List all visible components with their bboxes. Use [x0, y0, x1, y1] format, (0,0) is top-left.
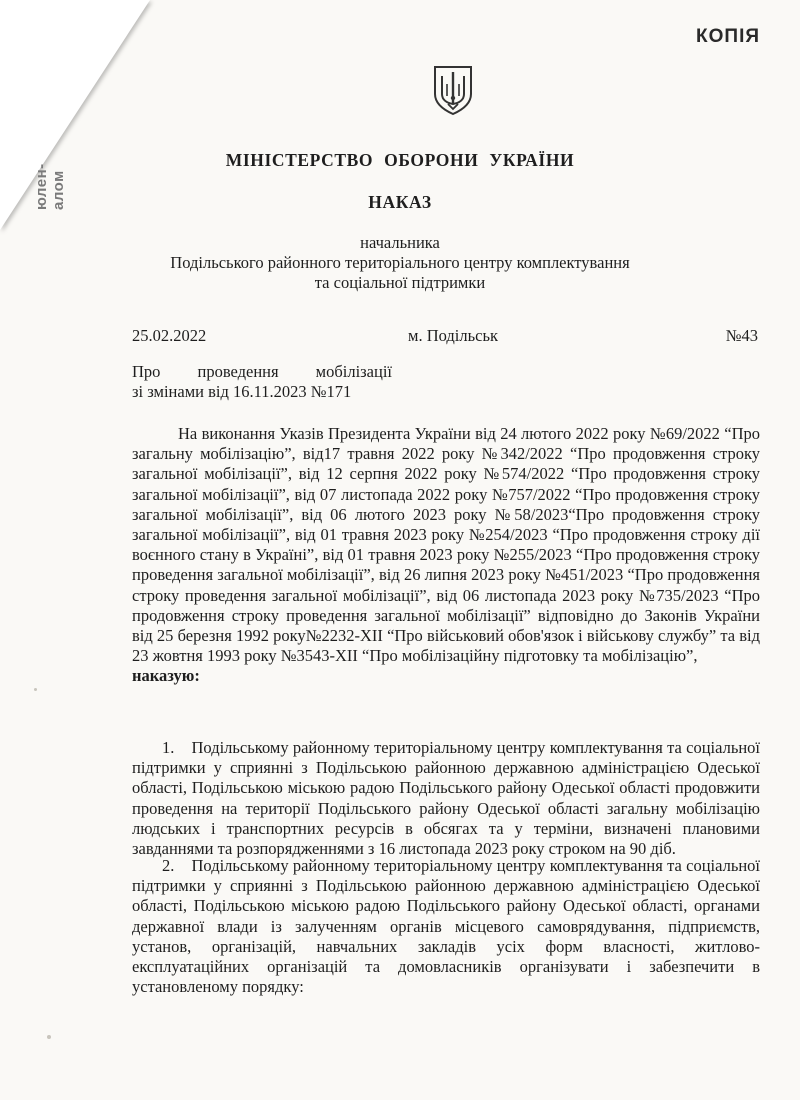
order-word: наказую: — [132, 666, 200, 686]
order-item-2 — [132, 856, 760, 997]
preamble-paragraph — [132, 424, 760, 687]
order-number: №43 — [725, 326, 758, 345]
issuer-line: Подільського районного територіального центру комплектування — [170, 253, 630, 272]
scan-speck — [34, 688, 37, 691]
scan-speck — [47, 1035, 51, 1039]
subject-line: зі змінами від 16.11.2023 №171 — [132, 382, 352, 401]
item-number: 1. — [162, 738, 175, 757]
issuer-line: та соціальної підтримки — [314, 273, 486, 292]
issuer-block — [0, 233, 800, 293]
issuer-line: начальника — [360, 233, 440, 252]
order-title: НАКАЗ — [368, 192, 432, 212]
subject-line: Про проведення мобілізації — [132, 362, 392, 381]
ministry-name: МІНІСТЕРСТВО ОБОРОНИ УКРАЇНИ — [225, 150, 575, 170]
order-date: 25.02.2022 — [132, 326, 207, 345]
item-number: 2. — [162, 856, 175, 875]
preamble-text: На виконання Указів Президента України від 24 лютого 2022 року №69/2022 “Про загальну мобілізацію”, від17 травня 2022 року №342/2022 “Про продовження строку загальної мобілізації”, від 12 серпня 2022 року №574/2022 “Про продовження строку загальної мобілізації”, від 07 листопада 2022 року №757/2022 “Про продовження строку загальної мобілізації”, від 06 лютого 2023 року №58/2023“Про продовження строку загальної мобілізації”, від 01 травня 2023 року №254/2023 “Про продовження строку дії воєнного стану в Україні”, від 01 травня 2023 року №255/2023 “Про продовження строку проведення загальної мобілізації”, від 26 липня 2023 року №451/2023 “Про продовження строку проведення загальної мобілізації”, від 06 листопада 2023 року №735/2023 “Про продовження строку проведення загальної мобілізації” відповідно до Законів України від 25 березня 1992 року№2232-XII “Про військовий обов'язок і військову службу” та від 23 жовтня 1993 року №3543-XII “Про мобілізаційну підготовку та мобілізацію”, — [132, 424, 760, 666]
corner-stamp-text: юленалом — [33, 163, 67, 210]
item-text: Подільському районному територіальному центру комплектування та соціальної підтримки у сприянні з Подільською районною державною адміністрацією Одеської області, Подільською міською радою Подільського району Одеської області, органами державної влади із залученням органів місцевого самоврядування, підприємств, установ, організацій, навчальних закладів усіх форм власності, житлово-експлуатаційних організацій та домовласників організувати і забезпечити в установленому порядку: — [132, 856, 761, 997]
item-text: Подільському районному територіальному центру комплектування та соціальної підтримки у сприянні з Подільською районною державною адміністрацією Одеської області, Подільською міською радою Подільського району Одеської області продовжити проведення на території Подільського району Одеської області загальну мобілізацію людських і транспортних ресурсів в обсягах та у терміни, визначені плановими завданнями та розпорядженнями з 16 листопада 2023 року строком на 90 діб. — [132, 738, 761, 859]
order-subject — [132, 362, 392, 402]
copy-stamp: КОПІЯ — [696, 26, 760, 47]
order-city: м. Подільськ — [408, 326, 498, 345]
trident-emblem-icon — [431, 64, 475, 116]
order-item-1 — [132, 738, 760, 859]
